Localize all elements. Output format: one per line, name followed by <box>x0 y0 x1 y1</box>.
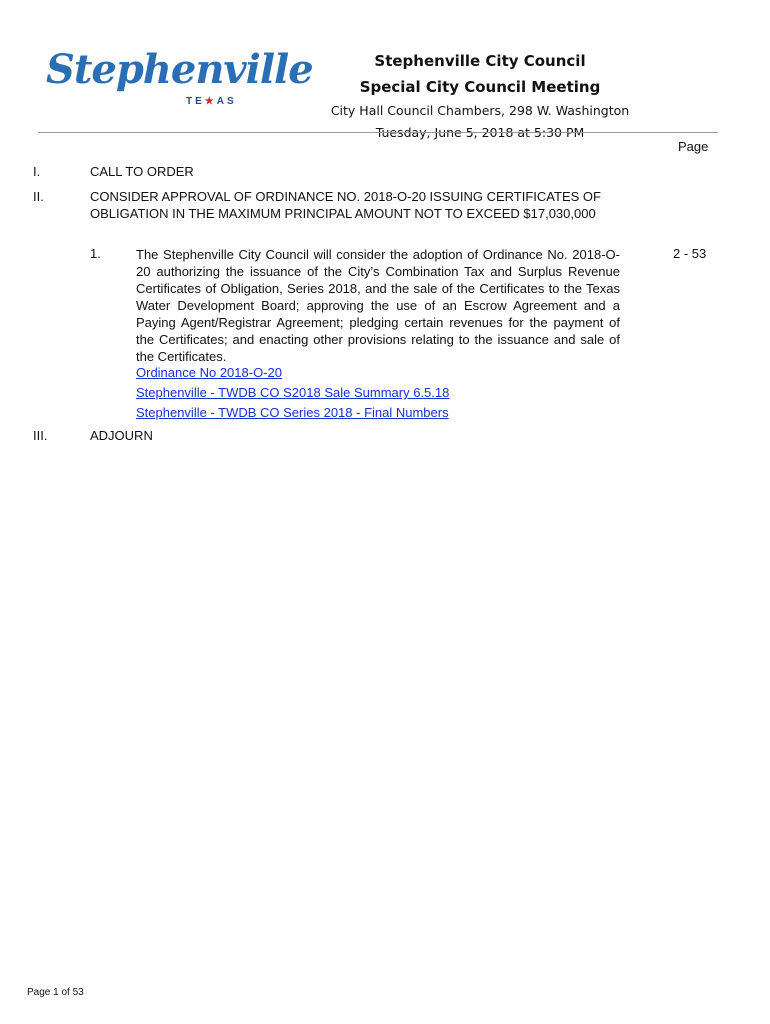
agenda-item-text: ADJOURN <box>90 428 153 443</box>
star-icon: ★ <box>204 96 217 107</box>
meeting-header <box>290 48 670 144</box>
agenda-item-text: CONSIDER APPROVAL OF ORDINANCE NO. 2018-O-20 ISSUING CERTIFICATES OF OBLIGATION IN THE MAXIMUM PRINCIPAL AMOUNT NOT TO EXCEED $17,030,000 <box>90 189 601 221</box>
subitem-number: 1. <box>90 246 101 261</box>
city-logo <box>46 46 313 126</box>
header-divider <box>38 132 718 133</box>
agenda-item-text: CALL TO ORDER <box>90 164 194 179</box>
attachment-link-sale-summary[interactable]: Stephenville - TWDB CO S2018 Sale Summary 6.5.18 <box>136 385 450 400</box>
logo-texas-text: TE★AS <box>186 96 237 107</box>
attachment-links <box>136 363 449 423</box>
page-footer: Page 1 of 53 <box>27 987 84 998</box>
meeting-location: City Hall Council Chambers, 298 W. Washington <box>330 103 630 118</box>
attachment-link-ordinance[interactable]: Ordinance No 2018-O-20 <box>136 365 282 380</box>
agenda-item-number: III. <box>33 428 48 443</box>
page-column-label: Page <box>678 139 709 154</box>
meeting-datetime: Tuesday, June 5, 2018 at 5:30 PM <box>375 125 585 140</box>
subitem-text: The Stephenville City Council will consider the adoption of Ordinance No. 2018-O-20 authorizing the issuance of the City’s Combination Tax and Surplus Revenue Certificates of Obligation, Series 2018, and the sale of the Certificates to the Texas Water Development Board; approving the use of an Escrow Agreement and a Paying Agent/Registrar Agreement; pledging certain revenues for the payment of the Certificates; and enacting other provisions relating to the issuance and sale of the Certificates. <box>136 247 620 364</box>
attachment-link-final-numbers[interactable]: Stephenville - TWDB CO Series 2018 - Final Numbers <box>136 405 449 420</box>
council-name: Stephenville City Council <box>374 52 586 70</box>
agenda-item-number: I. <box>33 164 41 179</box>
logo-script-text: Stephenville <box>46 46 313 93</box>
meeting-type: Special City Council Meeting <box>359 78 601 96</box>
agenda-item-number: II. <box>33 189 44 204</box>
agenda-item-2 <box>0 188 700 248</box>
subitem-pages: 2 - 53 <box>673 246 707 261</box>
